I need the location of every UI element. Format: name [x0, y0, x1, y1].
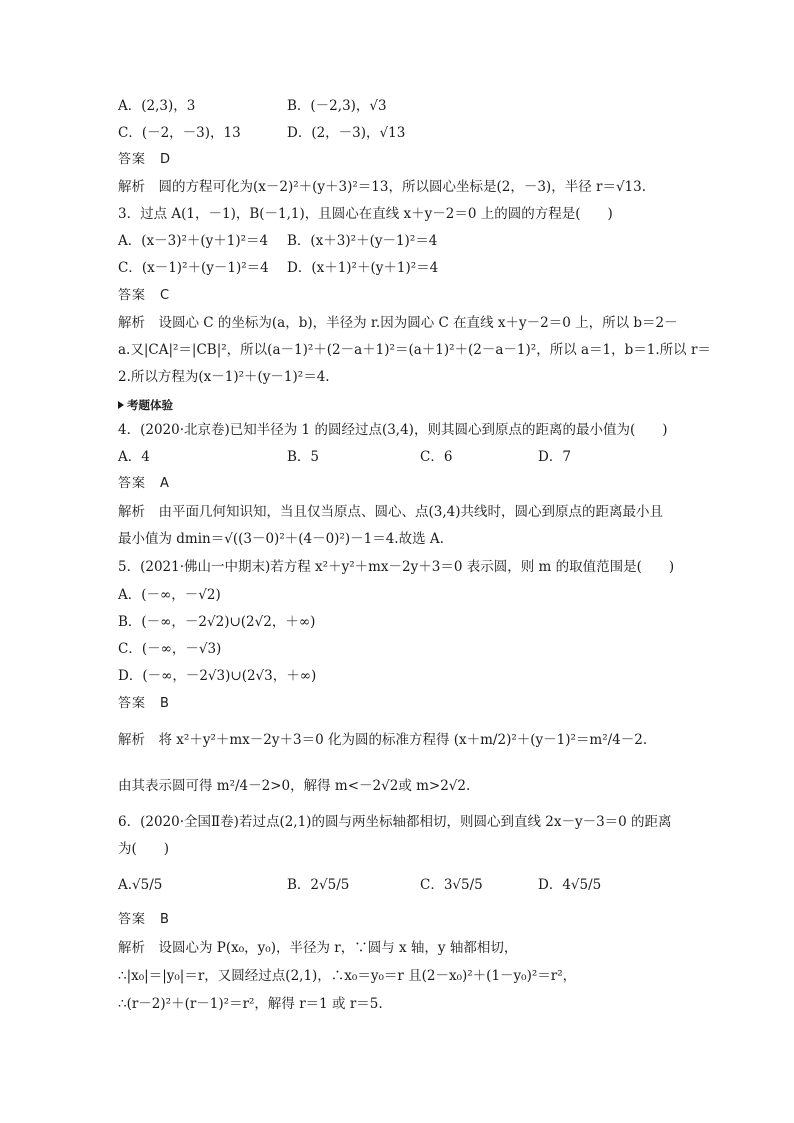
- q5-analysis-line-2: 由其表示圆可得 m²/4－2>0，解得 m<－2√2或 m>2√2.: [118, 778, 471, 794]
- q2-answer: 答案 D: [118, 152, 172, 167]
- q6-analysis-line-2: ∴|x₀|＝|y₀|＝r，又圆经过点(2,1)，∴x₀＝y₀＝r 且(2－x₀)²＋(1－y₀)²＝r²，: [118, 968, 577, 984]
- q5-stem: 5．(2021·佛山一中期末)若方程 x²＋y²＋mx－2y＋3＝0 表示圆，则 m 的取值范围是( ): [118, 559, 675, 575]
- section-heading: [118, 397, 173, 413]
- q5-option-a: A．(－∞，－√2): [118, 587, 221, 603]
- q6-analysis-line-1: 解析 设圆心为 P(x₀，y₀)，半径为 r，∵圆与 x 轴，y 轴都相切，: [118, 940, 518, 956]
- q2-option-c: C．(－2，－3)，13: [118, 125, 241, 141]
- q2-option-a: A．(2,3)，3: [118, 98, 196, 114]
- q6-options-row: [0, 876, 794, 894]
- q3-options-row-2: [0, 259, 794, 277]
- q4-option-b: B．5: [287, 449, 320, 465]
- triangle-bullet-icon: [118, 401, 124, 409]
- q2-options-row-2: [0, 124, 794, 142]
- q5-analysis-line-1: 解析 将 x²＋y²＋mx－2y＋3＝0 化为圆的标准方程得 (x＋m/2)²＋(y－1)²＝m²/4－2.: [118, 732, 648, 748]
- q6-analysis-line-3: ∴(r－2)²＋(r－1)²＝r²，解得 r＝1 或 r＝5.: [118, 996, 383, 1012]
- q2-option-d: D．(2，－3)，√13: [287, 125, 406, 141]
- q5-answer: 答案 B: [118, 696, 170, 711]
- q3-answer: 答案 C: [118, 288, 171, 303]
- q2-options-row-1: [0, 97, 794, 115]
- q4-options-row: [0, 448, 794, 466]
- q6-option-b: B．2√5/5: [287, 877, 350, 893]
- q4-analysis-line-2: 最小值为 dmin＝√((3－0)²＋(4－0)²)－1＝4.故选 A.: [118, 531, 444, 547]
- q3-option-c: C．(x－1)²＋(y－1)²＝4: [118, 260, 269, 276]
- q3-option-d: D．(x＋1)²＋(y＋1)²＝4: [287, 260, 439, 276]
- q6-option-d: D．4√5/5: [538, 877, 602, 893]
- q6-stem-line-2: 为( ): [118, 841, 170, 857]
- q2-analysis: 解析 圆的方程可化为(x－2)²＋(y＋3)²＝13，所以圆心坐标是(2，－3)，半径 r＝√13.: [118, 179, 647, 195]
- q5-option-b: B．(－∞，－2√2)∪(2√2，＋∞): [118, 614, 316, 630]
- q5-option-d: D．(－∞，－2√3)∪(2√3，＋∞): [118, 668, 317, 684]
- q3-analysis-line-3: 2.所以方程为(x－1)²＋(y－1)²＝4.: [118, 369, 330, 385]
- q4-option-d: D．7: [538, 449, 571, 465]
- q3-analysis-line-1: 解析 设圆心 C 的坐标为(a，b)，半径为 r.因为圆心 C 在直线 x＋y－2＝0 上，所以 b＝2－: [118, 315, 678, 331]
- q6-answer: 答案 B: [118, 912, 170, 927]
- q4-option-c: C．6: [420, 449, 453, 465]
- q6-option-c: C．3√5/5: [420, 877, 483, 893]
- q6-option-a: A.√5/5: [118, 877, 163, 893]
- q3-option-a: A．(x－3)²＋(y＋1)²＝4: [118, 233, 269, 249]
- q4-stem: 4．(2020·北京卷)已知半径为 1 的圆经过点(3,4)，则其圆心到原点的距离的最小值为( ): [118, 422, 668, 438]
- q3-option-b: B．(x＋3)²＋(y－1)²＝4: [287, 233, 438, 249]
- q5-option-c: C．(－∞，－√3): [118, 641, 222, 657]
- q4-answer: 答案 A: [118, 476, 170, 491]
- section-title: 考题体验: [127, 398, 173, 412]
- q6-stem-line-1: 6．(2020·全国Ⅱ卷)若过点(2,1)的圆与两坐标轴都相切，则圆心到直线 2x－y－3＝0 的距离: [118, 814, 672, 830]
- q4-analysis-line-1: 解析 由平面几何知识知，当且仅当原点、圆心、点(3,4)共线时，圆心到原点的距离最小且: [118, 504, 664, 520]
- q4-option-a: A．4: [118, 449, 150, 465]
- q2-option-b: B．(－2,3)，√3: [287, 98, 387, 114]
- q3-analysis-line-2: a.又|CA|²＝|CB|²，所以(a－1)²＋(2－a＋1)²＝(a＋1)²＋(2－a－1)²，所以 a＝1，b＝1.所以 r＝: [118, 342, 711, 358]
- q3-stem: 3．过点 A(1，－1)，B(－1,1)，且圆心在直线 x＋y－2＝0 上的圆的方程是( ): [118, 206, 613, 222]
- q3-options-row-1: [0, 232, 794, 250]
